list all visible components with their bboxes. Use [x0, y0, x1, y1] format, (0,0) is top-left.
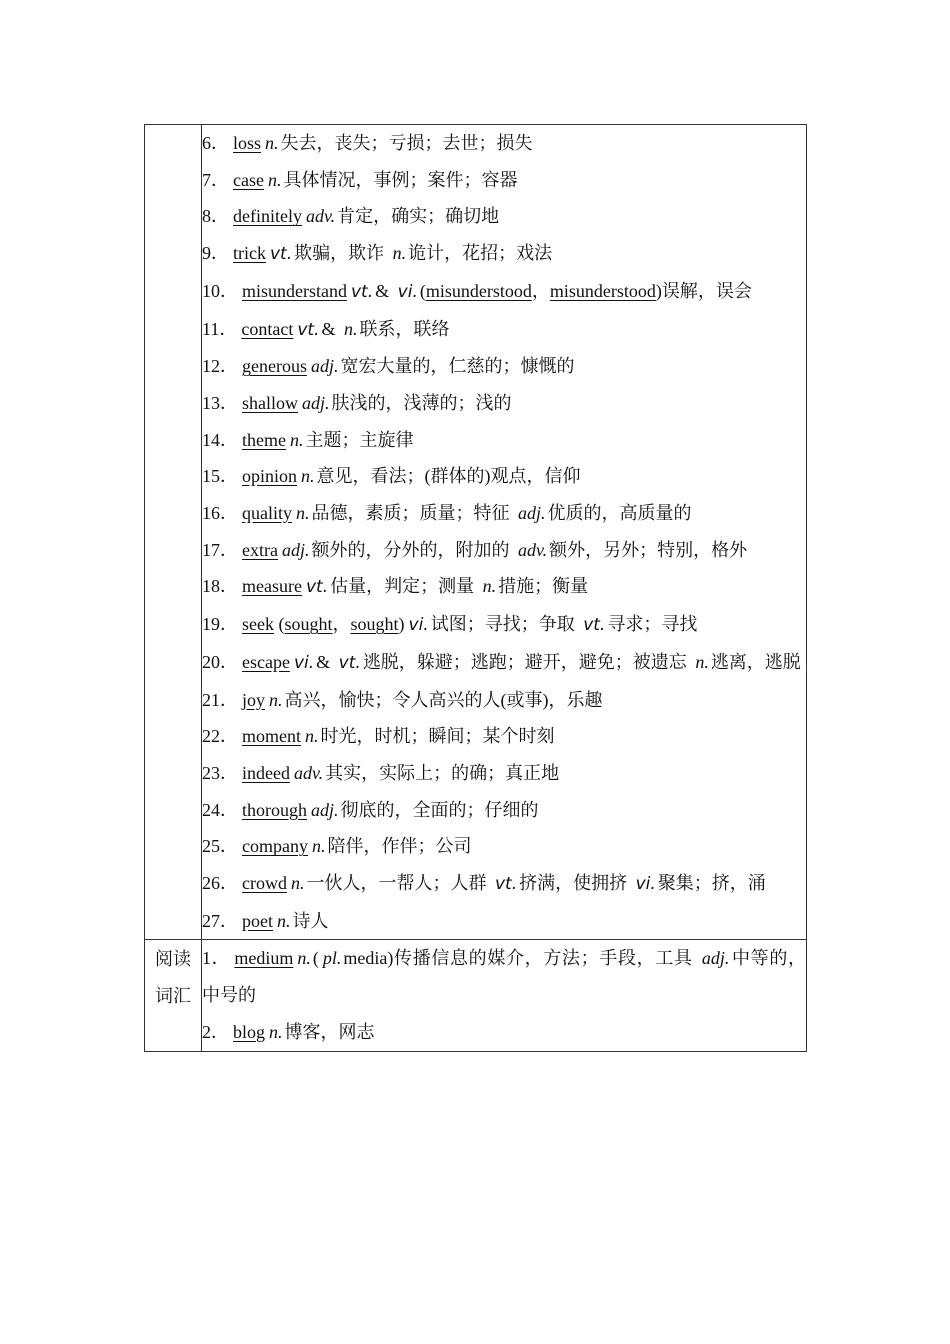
part-of-speech: vt.	[297, 319, 320, 340]
entry-number: 13．	[202, 392, 238, 413]
headword: extra	[242, 539, 278, 560]
headword: medium	[234, 948, 294, 969]
entry-number: 11．	[202, 318, 238, 339]
headword: blog	[233, 1021, 266, 1042]
headword: poet	[242, 910, 273, 931]
headword: misunderstood	[425, 280, 532, 301]
entry-number: 10．	[202, 280, 238, 301]
part-of-speech: n.	[301, 466, 315, 487]
definition-text: 诗人	[292, 910, 329, 931]
headword: opinion	[242, 466, 298, 487]
category-label: 阅读 词汇	[155, 949, 191, 1007]
definition-text: ，	[332, 614, 351, 635]
headword: quality	[242, 503, 292, 524]
vocab-entry	[202, 532, 806, 569]
entry-number: 8．	[202, 206, 229, 227]
entry-number: 22．	[202, 726, 238, 747]
vocab-entry	[202, 903, 806, 940]
part-of-speech: adj.	[302, 392, 330, 413]
definition-text: 高兴，愉快；令人高兴的人(或事)，乐趣	[284, 689, 603, 710]
part-of-speech: n.	[305, 726, 319, 747]
vocab-entry	[202, 311, 806, 349]
definition-text: 逃脱，躲避；逃跑；避开，避免；被遗忘	[362, 651, 692, 672]
definition-text: 彻底的，全面的；仔细的	[340, 799, 539, 820]
definition-text: 品德，素质；质量；特征	[311, 503, 514, 524]
headword: shallow	[242, 392, 298, 413]
entry-number: 2．	[202, 1021, 229, 1042]
definition-text: 额外，另外；特别，格外	[549, 539, 748, 560]
entry-number: 26．	[202, 873, 238, 894]
vocab-entry	[202, 1014, 806, 1051]
part-of-speech: n.	[392, 243, 407, 264]
vocab-entry	[202, 385, 806, 422]
definition-text: 陪伴，作伴；公司	[327, 836, 472, 857]
headword: contact	[241, 318, 294, 339]
vocab-entry	[202, 273, 806, 311]
category-cell	[145, 940, 202, 1051]
part-of-speech: vi.	[397, 281, 418, 302]
headword: indeed	[242, 762, 290, 783]
entry-number: 21．	[202, 689, 238, 710]
part-of-speech: n.	[289, 429, 304, 450]
definition-text: 挤满，使拥挤	[519, 873, 632, 894]
headword: misunderstand	[242, 280, 347, 301]
entry-number: 14．	[202, 429, 238, 450]
definition-text: 估量，判定；测量	[330, 576, 479, 597]
definition-text: 一伙人，一帮人；人群	[306, 873, 491, 894]
part-of-speech: adj.	[518, 503, 546, 524]
headword: seek	[242, 614, 274, 635]
definition-text: &	[375, 280, 394, 301]
entry-number: 20．	[202, 651, 238, 672]
headword: crowd	[242, 873, 287, 894]
definition-text: 意见，看法；(群体的)观点，信仰	[316, 466, 581, 487]
definition-text: 措施；衡量	[498, 576, 589, 597]
definition-text: 失去，丧失；亏损；去世；损失	[280, 133, 533, 153]
definition-text: 肤浅的，浅薄的；浅的	[331, 392, 512, 413]
definition-text: &	[316, 651, 335, 672]
vocab-entry	[202, 940, 806, 1013]
definition-text: 欺骗，欺诈	[294, 243, 389, 264]
definition-text: 诡计，花招；戏法	[408, 243, 553, 264]
headword: generous	[242, 356, 307, 377]
definition-text: (	[419, 280, 426, 301]
entry-number: 15．	[202, 466, 238, 487]
definition-text: )误解，误会	[655, 280, 752, 301]
entry-number: 16．	[202, 503, 238, 524]
definition-text: 试图；寻找；争取	[430, 614, 580, 635]
definition-text: (	[273, 614, 285, 635]
entry-number: 27．	[202, 910, 238, 931]
vocab-entry	[202, 865, 806, 903]
vocab-entry	[202, 792, 806, 829]
part-of-speech: adj.	[310, 356, 339, 377]
entry-number: 17．	[202, 539, 238, 560]
part-of-speech: adj.	[311, 799, 339, 820]
vocab-entry	[202, 755, 806, 792]
vocab-entry	[202, 458, 806, 495]
part-of-speech: n.	[290, 873, 305, 894]
part-of-speech: n.	[269, 689, 283, 710]
definition-text: 肯定，确实；确切地	[337, 206, 500, 227]
definition-text: 主题；主旋律	[305, 429, 414, 450]
part-of-speech: n.	[296, 503, 310, 524]
definition-text: 联系，联络	[359, 318, 450, 339]
vocabulary-table	[144, 124, 807, 1052]
entry-number: 19．	[202, 614, 238, 635]
part-of-speech: adj.	[701, 948, 730, 969]
headword: definitely	[233, 206, 302, 227]
part-of-speech: vt.	[583, 615, 606, 636]
headword: sought	[350, 614, 399, 635]
vocab-entry	[202, 606, 806, 644]
headword: theme	[242, 429, 286, 450]
headword: case	[233, 169, 264, 190]
part-of-speech: adv.	[293, 762, 324, 783]
vocab-entry	[202, 125, 806, 162]
vocab-entry	[202, 235, 806, 273]
headword: thorough	[242, 799, 307, 820]
part-of-speech: adv.	[518, 539, 548, 560]
part-of-speech: vt.	[338, 652, 361, 673]
definition-text: 具体情况，事例；案件；容器	[283, 169, 518, 190]
vocab-entry	[202, 348, 806, 385]
definition-text: media)传播信息的媒介，方法；手段，工具	[343, 948, 698, 969]
headword: joy	[242, 689, 266, 710]
entry-number: 25．	[202, 836, 238, 857]
part-of-speech: n.	[277, 910, 291, 931]
definition-text: 宽宏大量的，仁慈的；慷慨的	[340, 356, 575, 377]
entry-number: 9．	[202, 243, 229, 264]
entry-number: 6．	[202, 133, 229, 153]
headword: misunderstood	[549, 280, 656, 301]
entry-number: 24．	[202, 799, 238, 820]
part-of-speech: pl.	[322, 948, 342, 969]
part-of-speech: n.	[265, 133, 279, 153]
entry-number: 1．	[202, 948, 231, 969]
definition-text: ，	[531, 280, 550, 301]
entry-number: 7．	[202, 169, 229, 190]
part-of-speech: adv.	[305, 206, 336, 227]
entry-number: 12．	[202, 356, 238, 377]
definition-text: 聚集；挤，涌	[657, 873, 766, 894]
part-of-speech: n.	[343, 318, 358, 339]
entry-number: 18．	[202, 576, 238, 597]
definition-text: &	[321, 318, 340, 339]
headword: escape	[242, 651, 290, 672]
entry-number: 23．	[202, 762, 238, 783]
entries-cell	[202, 125, 807, 940]
definition-text: 额外的，分外的，附加的	[311, 539, 514, 560]
headword: measure	[242, 576, 302, 597]
vocab-entry	[202, 198, 806, 235]
headword: moment	[242, 726, 301, 747]
part-of-speech: n.	[297, 948, 311, 969]
part-of-speech: vi.	[408, 615, 429, 636]
vocab-entry	[202, 495, 806, 532]
vocab-entry	[202, 718, 806, 755]
part-of-speech: adj.	[281, 539, 310, 560]
headword: loss	[233, 133, 262, 153]
category-label	[145, 125, 201, 126]
part-of-speech: vt.	[351, 281, 374, 302]
part-of-speech: n.	[482, 576, 497, 597]
vocab-entry	[202, 162, 806, 199]
definition-text: 其实，实际上；的确；真正地	[325, 762, 560, 783]
definition-text: 逃离，逃脱	[710, 651, 801, 672]
headword: sought	[284, 614, 333, 635]
definition-text: 寻求；寻找	[607, 614, 698, 635]
definition-text: (	[312, 948, 319, 969]
part-of-speech: vi.	[293, 652, 315, 673]
part-of-speech: n.	[311, 836, 326, 857]
definition-text: 优质的，高质量的	[547, 503, 692, 524]
vocab-entry	[202, 568, 806, 606]
section-row	[145, 940, 807, 1051]
part-of-speech: vt.	[305, 577, 329, 598]
definition-text: 时光，时机；瞬间；某个时刻	[320, 726, 555, 747]
vocab-entry	[202, 422, 806, 459]
definition-text: 博客，网志	[284, 1021, 375, 1042]
part-of-speech: n.	[695, 651, 709, 672]
part-of-speech: vt.	[270, 244, 293, 265]
vocab-entry	[202, 828, 806, 865]
definition-text: 中等的，中号的	[202, 948, 807, 1006]
part-of-speech: vt.	[494, 874, 518, 895]
headword: trick	[233, 243, 266, 264]
headword: company	[242, 836, 308, 857]
entries-cell	[202, 940, 807, 1051]
section-row	[145, 125, 807, 940]
vocab-entry	[202, 682, 806, 719]
vocabulary-table-body	[145, 125, 807, 1052]
part-of-speech: vi.	[635, 874, 656, 895]
vocab-entry	[202, 644, 806, 682]
category-cell	[145, 125, 202, 940]
part-of-speech: n.	[267, 169, 282, 190]
part-of-speech: n.	[269, 1021, 283, 1042]
definition-text: )	[398, 614, 405, 635]
